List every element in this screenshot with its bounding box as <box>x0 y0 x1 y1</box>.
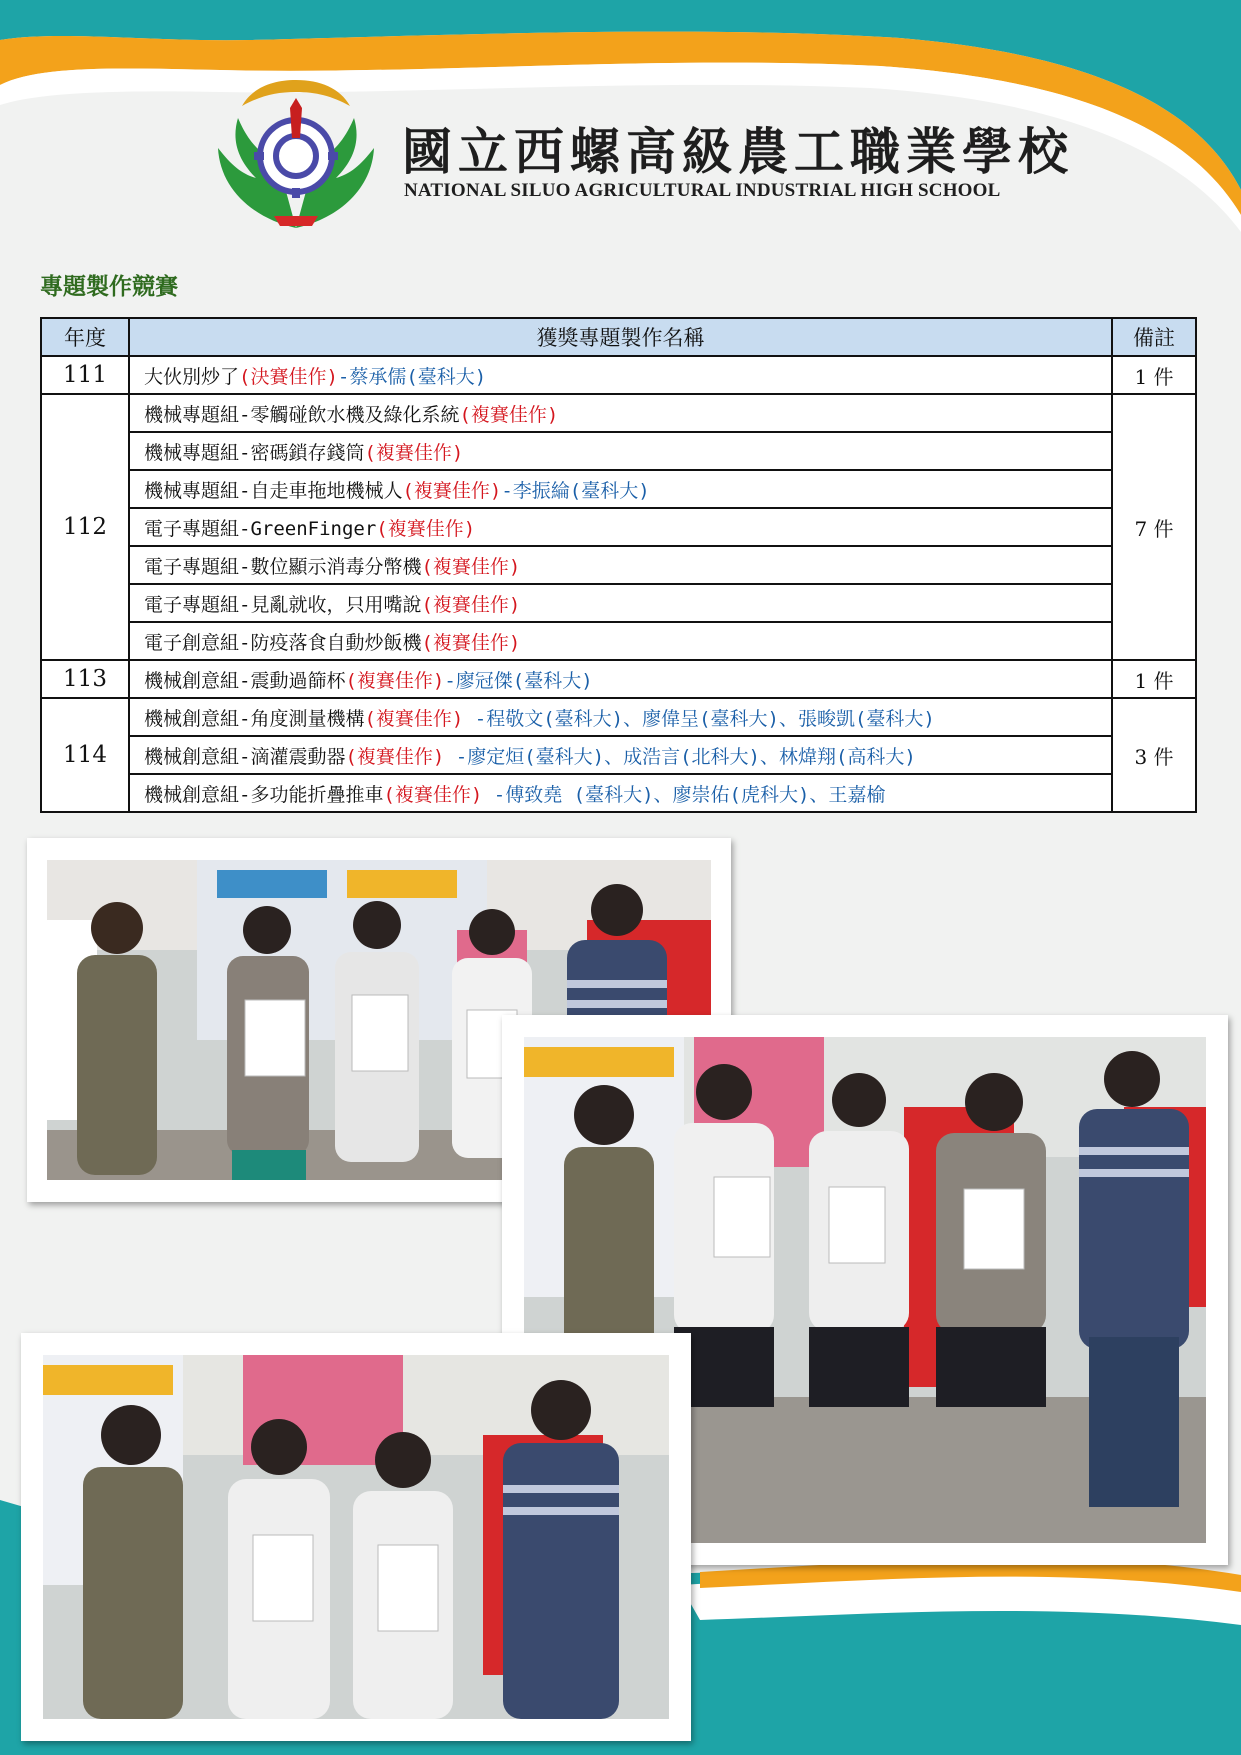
table-row <box>41 584 1196 622</box>
student-names-text: -廖冠傑(臺科大) <box>444 669 593 692</box>
project-name-cell <box>129 660 1112 698</box>
project-name-cell <box>129 432 1112 470</box>
award-level-text: (複賽佳作) <box>345 669 445 692</box>
awards-table <box>40 317 1197 813</box>
table-row <box>41 698 1196 736</box>
award-level-text: (複賽佳作) <box>376 517 476 540</box>
project-title-text: 機械創意組-角度測量機構 <box>144 707 365 730</box>
award-level-text: (複賽佳作) <box>421 593 521 616</box>
award-level-text: (複賽佳作) <box>364 707 464 730</box>
table-row <box>41 622 1196 660</box>
project-name-cell <box>129 584 1112 622</box>
count-cell: 1 件 <box>1112 660 1196 698</box>
table-row <box>41 736 1196 774</box>
year-cell: 112 <box>41 394 129 660</box>
table-header-row <box>41 318 1196 356</box>
project-name-cell <box>129 546 1112 584</box>
project-name-cell <box>129 736 1112 774</box>
project-title-text: 機械專題組-零觸碰飲水機及綠化系統 <box>144 403 460 426</box>
project-name-column-header: 獲獎專題製作名稱 <box>129 318 1112 356</box>
count-cell: 7 件 <box>1112 394 1196 660</box>
award-photo-3 <box>21 1333 691 1741</box>
section-title: 專題製作競賽 <box>40 274 178 300</box>
project-title-text: 電子專題組-數位顯示消毒分幣機 <box>144 555 422 578</box>
count-cell: 1 件 <box>1112 356 1196 394</box>
year-cell: 114 <box>41 698 129 812</box>
school-name-english: NATIONAL SILUO AGRICULTURAL INDUSTRIAL HIGH SCHOOL <box>404 180 1001 201</box>
year-cell: 111 <box>41 356 129 394</box>
school-emblem-logo <box>212 78 380 230</box>
project-title-text: 機械專題組-密碼鎖存錢筒 <box>144 441 365 464</box>
school-name-chinese: 國立西螺高級農工職業學校 <box>402 122 1074 181</box>
table-row <box>41 774 1196 812</box>
group-photo-image <box>43 1355 669 1719</box>
student-names-text: -李振綸(臺科大) <box>501 479 650 502</box>
project-name-cell <box>129 394 1112 432</box>
year-cell: 113 <box>41 660 129 698</box>
table-row <box>41 508 1196 546</box>
awards-table-body <box>41 356 1196 812</box>
project-title-text: 機械創意組-多功能折疊推車 <box>144 783 384 806</box>
project-title-text: 電子創意組-防疫落食自動炒飯機 <box>144 631 422 654</box>
project-title-text: 電子專題組-見亂就收，只用嘴說 <box>144 593 422 616</box>
table-row <box>41 546 1196 584</box>
award-level-text: (複賽佳作) <box>402 479 502 502</box>
note-column-header: 備註 <box>1112 318 1196 356</box>
table-row <box>41 394 1196 432</box>
table-row <box>41 432 1196 470</box>
project-title-text: 電子專題組-GreenFinger <box>144 517 377 540</box>
project-name-cell <box>129 470 1112 508</box>
award-level-text: (複賽佳作) <box>421 631 521 654</box>
project-name-cell <box>129 508 1112 546</box>
project-title-text: 機械專題組-自走車拖地機械人 <box>144 479 403 502</box>
project-title-text: 機械創意組-震動過篩杯 <box>144 669 346 692</box>
project-title-text: 機械創意組-滴灌震動器 <box>144 745 346 768</box>
student-names-text: -蔡承儒(臺科大) <box>337 365 487 388</box>
award-level-text: (複賽佳作) <box>421 555 521 578</box>
project-title-text: 大伙別炒了 <box>144 365 240 388</box>
award-level-text: (複賽佳作) <box>345 745 445 768</box>
project-name-cell <box>129 356 1112 394</box>
award-level-text: (複賽佳作) <box>459 403 559 426</box>
table-row <box>41 470 1196 508</box>
project-name-cell <box>129 622 1112 660</box>
award-level-text: (複賽佳作) <box>364 441 464 464</box>
count-cell: 3 件 <box>1112 698 1196 812</box>
award-level-text: (複賽佳作) <box>383 783 483 806</box>
project-name-cell <box>129 774 1112 812</box>
award-level-text: (決賽佳作) <box>239 365 338 388</box>
year-column-header: 年度 <box>41 318 129 356</box>
table-row <box>41 660 1196 698</box>
student-names-text: -程敬文(臺科大)、廖偉呈(臺科大)、張畯凱(臺科大) <box>463 707 935 730</box>
table-row <box>41 356 1196 394</box>
student-names-text: -傅致堯 (臺科大)、廖崇佑(虎科大)、王嘉榆 <box>482 783 886 806</box>
student-names-text: -廖定烜(臺科大)、成浩言(北科大)、林煒翔(高科大) <box>444 745 916 768</box>
project-name-cell <box>129 698 1112 736</box>
